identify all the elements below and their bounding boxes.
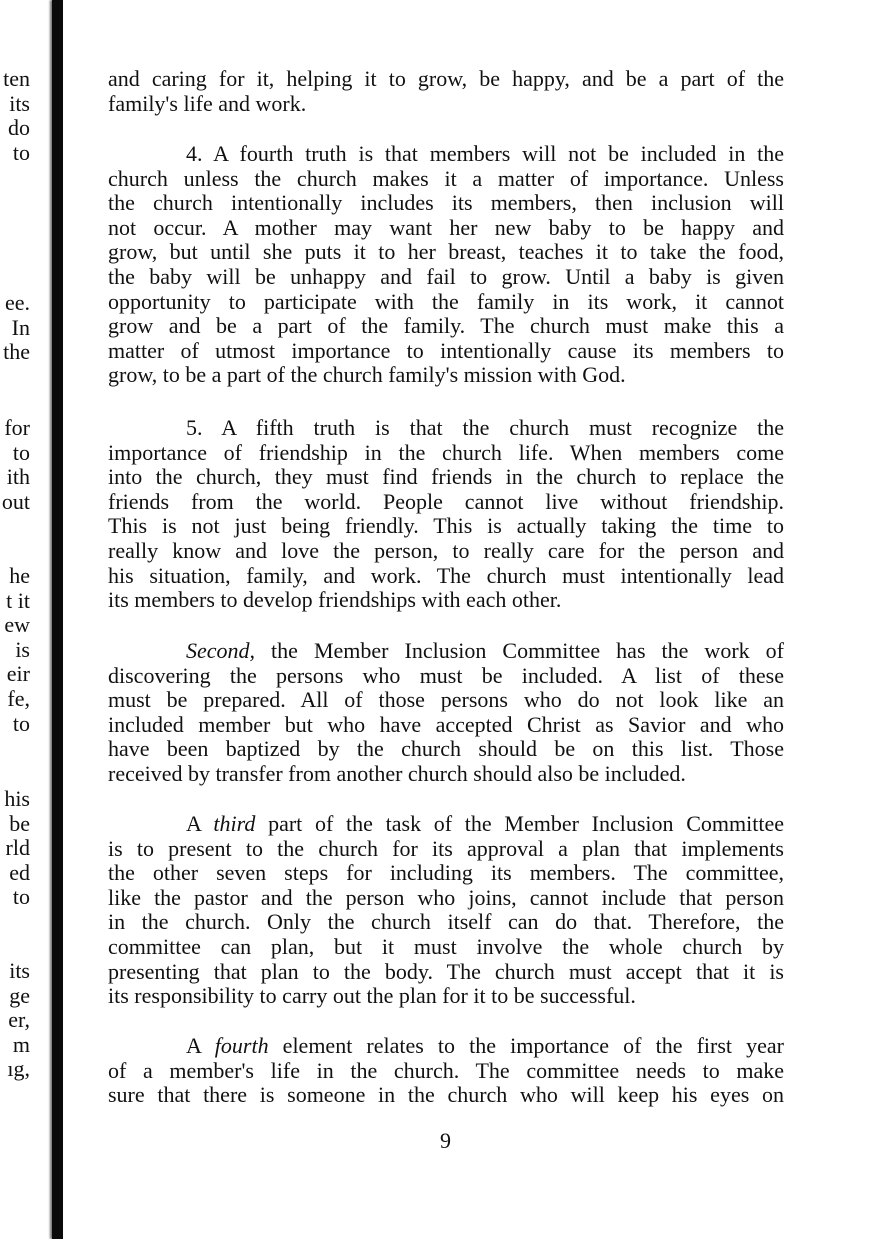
margin-fragment: its <box>9 958 30 983</box>
text-line: 5. A fifth truth is that the church must recognize the <box>186 415 784 440</box>
text-line: friends from the world. People cannot live without friendship. <box>108 488 784 514</box>
text-line <box>108 812 784 837</box>
margin-fragment: the <box>3 339 30 365</box>
margin-fragment: to <box>12 884 30 910</box>
text-line: must be prepared. All of those persons who do not look like an <box>108 687 784 713</box>
emphasized-word: fourth <box>214 1033 269 1058</box>
margin-fragment: is <box>15 636 30 662</box>
text-line: opportunity to participate with the family in its work, it cannot <box>108 288 784 314</box>
text-line: his situation, family, and work. The church must intentionally lead <box>108 562 784 588</box>
text-line: grow, but until she puts it to her breast, teaches it to take the food, <box>108 239 784 265</box>
text-line: is to present to the church for its approval a plan that implements <box>108 835 784 861</box>
margin-fragment: be <box>9 810 30 836</box>
margin-fragment-group <box>3 291 30 365</box>
paragraph <box>108 639 784 787</box>
paragraph <box>108 812 784 1009</box>
margin-fragment: rld <box>5 835 30 861</box>
emphasized-word: third <box>213 811 256 836</box>
margin-fragment: ed <box>9 859 30 885</box>
margin-fragment-group <box>4 564 30 736</box>
margin-fragment: his <box>4 786 30 811</box>
margin-fragment: do <box>8 115 30 141</box>
margin-fragment: its <box>9 90 30 116</box>
margin-fragment: m <box>12 1031 30 1057</box>
paragraph <box>108 67 784 116</box>
margin-fragment: to <box>12 710 30 736</box>
text-segment: the Member Inclusion Committee has the work of <box>255 638 784 663</box>
text-line: in the church. Only the church itself can do that. Therefore, the <box>108 909 784 935</box>
text-line: the baby will be unhappy and fail to grow. Until a baby is given <box>108 263 784 289</box>
text-line: of a member's life in the church. The committee needs to make <box>108 1057 784 1083</box>
text-segment: part of the task of the Member Inclusion Committee <box>255 811 784 836</box>
margin-fragment: to <box>12 439 30 465</box>
text-line <box>108 1034 784 1059</box>
margin-fragment: ith <box>6 464 30 490</box>
margin-fragment: out <box>1 488 30 514</box>
margin-fragment: to <box>12 139 30 165</box>
margin-fragment-group <box>2 416 30 514</box>
paragraph <box>108 1034 784 1108</box>
text-line: church unless the church makes it a matter of importance. Unless <box>108 165 784 191</box>
emphasized-word: Second, <box>186 638 256 663</box>
text-line <box>108 639 784 664</box>
text-line: not occur. A mother may want her new baby to be happy and <box>108 214 784 240</box>
text-line: the other seven steps for including its members. The committee, <box>108 860 784 886</box>
text-line: grow, to be a part of the church family's mission with God. <box>108 362 626 388</box>
text-line: This is not just being friendly. This is actually taking the time to <box>108 513 784 539</box>
margin-fragment: ten <box>3 66 30 91</box>
text-line: matter of utmost importance to intentionally cause its members to <box>108 337 784 363</box>
margin-fragment: ıg, <box>7 1056 30 1082</box>
text-line: its members to develop friendships with each other. <box>108 587 562 613</box>
text-line: presenting that plan to the body. The church must accept that it is <box>108 958 784 984</box>
text-line: discovering the persons who must be included. A list of these <box>108 662 784 688</box>
margin-fragment: eir <box>6 661 30 687</box>
text-line: into the church, they must find friends in the church to replace the <box>108 464 784 490</box>
text-segment: A <box>186 1033 215 1058</box>
margin-fragment-group <box>4 787 30 910</box>
margin-fragment: ge <box>9 982 30 1008</box>
text-line: received by transfer from another church should also be included. <box>108 760 686 786</box>
text-line: have been baptized by the church should be on this list. Those <box>108 736 784 762</box>
text-line: and caring for it, helping it to grow, be happy, and be a part of the <box>108 66 784 91</box>
paragraph <box>108 142 784 388</box>
margin-fragment: fe, <box>7 685 30 711</box>
text-line: grow and be a part of the family. The church must make this a <box>108 313 784 339</box>
book-binding-shadow <box>52 0 63 1239</box>
margin-fragment: In <box>11 314 30 340</box>
margin-fragment: t it <box>6 587 30 613</box>
margin-fragment-group <box>7 959 30 1082</box>
text-line: the church intentionally includes its members, then inclusion will <box>108 190 784 216</box>
text-segment: A <box>186 811 214 836</box>
text-line: like the pastor and the person who joins, cannot include that person <box>108 884 784 910</box>
text-line: its responsibility to carry out the plan for it to be successful. <box>108 983 636 1009</box>
margin-fragment: ew <box>4 612 30 638</box>
text-segment: element relates to the importance of the first year <box>268 1033 784 1058</box>
text-line: sure that there is someone in the church who will keep his eyes on <box>108 1082 784 1108</box>
text-line: included member but who have accepted Christ as Savior and who <box>108 711 784 737</box>
paragraph <box>108 416 784 613</box>
margin-fragment: ee. <box>4 290 30 315</box>
page-number: 9 <box>440 1128 451 1153</box>
margin-fragment: er, <box>8 1007 30 1033</box>
text-line: really know and love the person, to really care for the person and <box>108 537 784 563</box>
margin-fragment-group <box>3 67 30 165</box>
text-line: family's life and work. <box>108 90 307 116</box>
margin-fragment: for <box>4 415 30 440</box>
margin-fragment: he <box>9 563 30 588</box>
text-line: 4. A fourth truth is that members will not be included in the <box>186 141 784 166</box>
text-line: importance of friendship in the church life. When members come <box>108 439 784 465</box>
text-line: committee can plan, but it must involve the whole church by <box>108 933 784 959</box>
